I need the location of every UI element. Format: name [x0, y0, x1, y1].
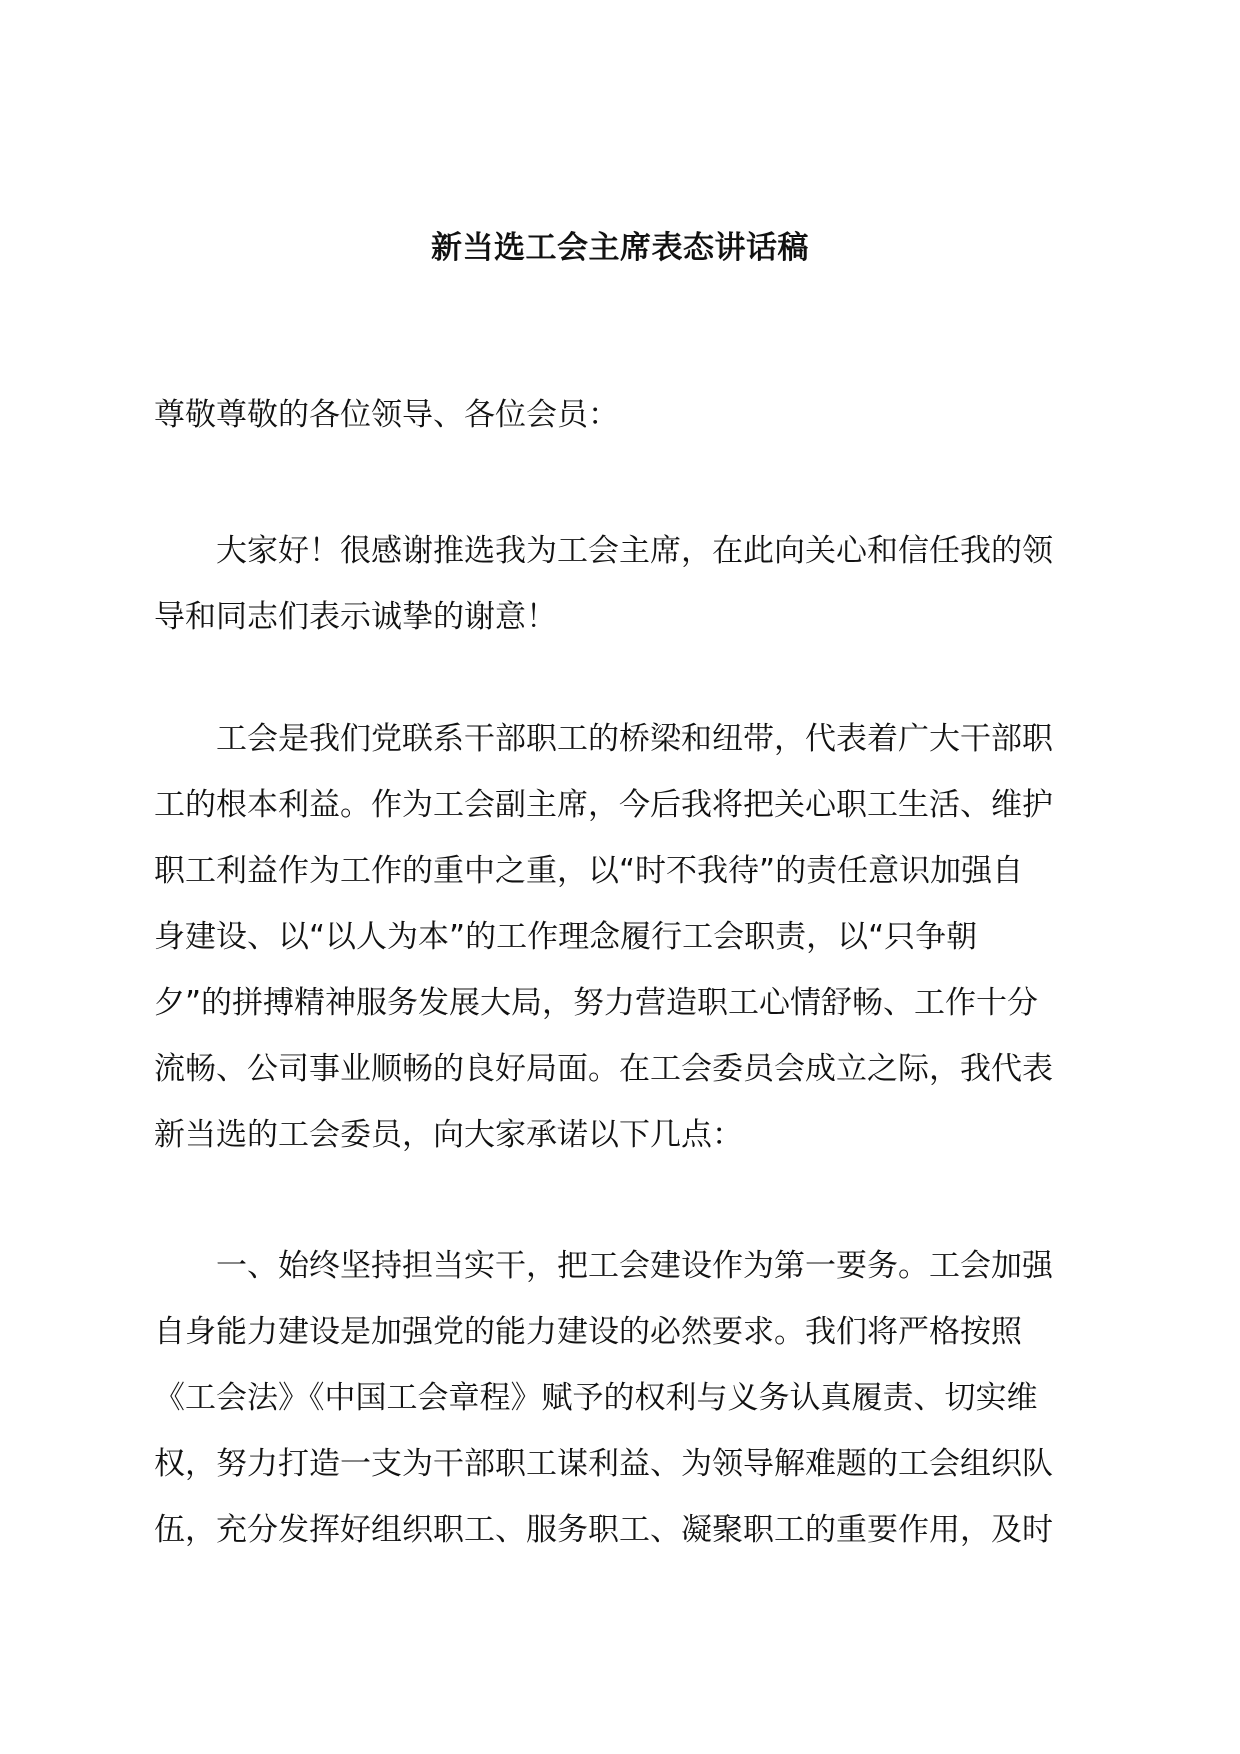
- paragraph-line: 大家好！很感谢推选我为工会主席，在此向关心和信任我的领: [216, 533, 1053, 569]
- paragraph-line: 导和同志们表示诚挚的谢意！: [154, 599, 557, 635]
- paragraph-line: 一、始终坚持担当实干，把工会建设作为第一要务。工会加强: [216, 1248, 1053, 1284]
- document-title: 新当选工会主席表态讲话稿: [431, 230, 809, 266]
- paragraph-greeting: [154, 518, 1086, 650]
- paragraph-line: 工的根本利益。作为工会副主席，今后我将把关心职工生活、维护: [154, 787, 1053, 823]
- salutation-line: 尊敬尊敬的各位领导、各位会员：: [154, 397, 619, 433]
- paragraph-line: 职工利益作为工作的重中之重，以“时不我待”的责任意识加强自: [154, 853, 1024, 889]
- paragraph-line: 流畅、公司事业顺畅的良好局面。在工会委员会成立之际，我代表: [154, 1051, 1053, 1087]
- paragraph-line: 伍，充分发挥好组织职工、服务职工、凝聚职工的重要作用，及时: [154, 1512, 1053, 1548]
- paragraph-line: 身建设、以“以人为本”的工作理念履行工会职责，以“只争朝: [154, 919, 978, 955]
- salutation: [154, 382, 1086, 448]
- paragraph-line: 工会是我们党联系干部职工的桥梁和纽带，代表着广大干部职: [216, 721, 1053, 757]
- paragraph-line: 权，努力打造一支为干部职工谋利益、为领导解难题的工会组织队: [154, 1446, 1053, 1482]
- paragraph-commitment-one: [154, 1233, 1086, 1563]
- paragraph-line: 夕”的拼搏精神服务发展大局，努力营造职工心情舒畅、工作十分: [154, 985, 1039, 1021]
- paragraph-line: 自身能力建设是加强党的能力建设的必然要求。我们将严格按照: [154, 1314, 1022, 1350]
- paragraph-line: 新当选的工会委员，向大家承诺以下几点：: [154, 1117, 743, 1153]
- paragraph-line: 《工会法》《中国工会章程》赋予的权利与义务认真履责、切实维: [154, 1380, 1038, 1416]
- paragraph-union-role: [154, 706, 1086, 1168]
